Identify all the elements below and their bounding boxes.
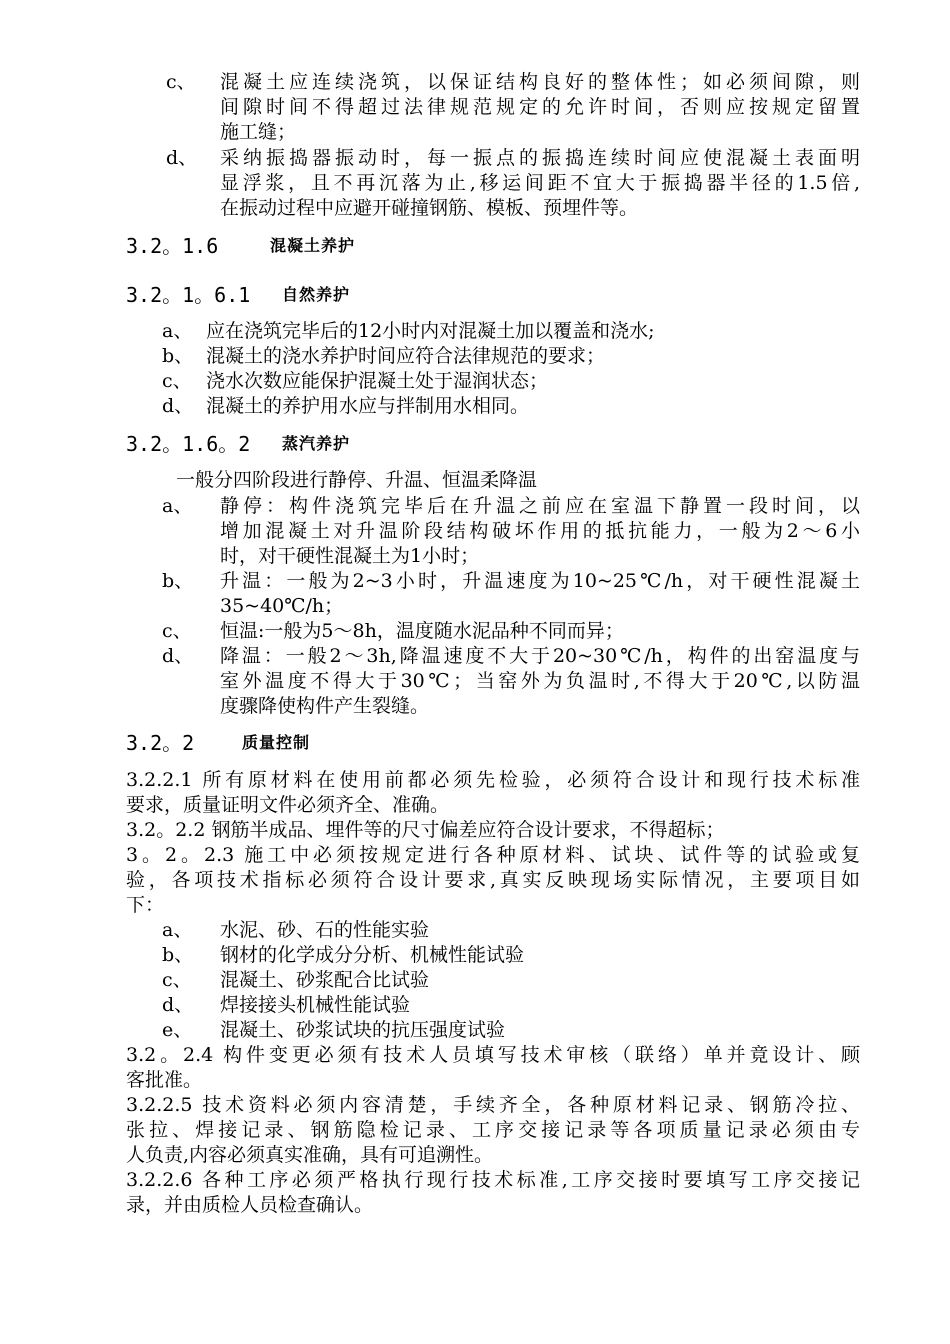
paragraph-line: 3.2。2.4 构件变更必须有技术人员填写技术审核（联络）单并竟设计、顾 — [126, 1044, 860, 1066]
list-mark: b、 — [162, 570, 194, 592]
paragraph-line: 录，并由质检人员检查确认。 — [126, 1194, 374, 1216]
section-title: 自然养护 — [282, 285, 351, 304]
list-text-line: 水泥、砂、石的性能实验 — [220, 919, 430, 941]
list-text-line: 35~40℃/h； — [220, 595, 344, 617]
list-text-line: 应在浇筑完毕后的12小时内对混凝土加以覆盖和浇水; — [206, 320, 655, 342]
paragraph-line: 一般分四阶段进行静停、升温、恒温柔降温 — [176, 469, 538, 491]
list-mark: c、 — [162, 370, 192, 392]
list-mark: c、 — [162, 969, 192, 991]
paragraph-line: 3.2.2.6 各种工序必须严格执行现行技术标准,工序交接时要填写工序交接记 — [126, 1169, 860, 1191]
list-text-line: 混凝土、砂浆配合比试验 — [220, 969, 430, 991]
section-title: 蒸汽养护 — [282, 434, 351, 453]
paragraph-line: 3.2.2.5 技术资料必须内容清楚，手续齐全，各种原材料记录、钢筋冷拉、 — [126, 1094, 860, 1116]
list-text-line: 室外温度不得大于30℃；当窑外为负温时,不得大于20℃,以防温 — [220, 670, 860, 692]
paragraph-line: 3.2.2.1 所有原材料在使用前都必须先检验，必须符合设计和现行技术标准 — [126, 769, 860, 791]
list-mark: d、 — [162, 994, 194, 1016]
paragraph-line: 客批准。 — [126, 1069, 203, 1091]
list-text-line: 在振动过程中应避开碰撞钢筋、模板、预埋件等。 — [220, 197, 639, 219]
paragraph-line: 验，各项技术指标必须符合设计要求,真实反映现场实际情况，主要项目如 — [126, 869, 860, 891]
list-text-line: 降温：一般2～3h,降温速度不大于20~30℃/h，构件的出窑温度与 — [220, 645, 860, 667]
paragraph-line: 3。2。2.3 施工中必须按规定进行各种原材料、试块、试件等的试验或复 — [126, 844, 860, 866]
list-text-line: 增加混凝土对升温阶段结构破坏作用的抵抗能力，一般为2～6小 — [220, 520, 860, 542]
list-mark: d、 — [162, 395, 194, 417]
section-number: 3.2。1.6 — [126, 234, 219, 258]
list-text-line: 升温：一般为2~3小时，升温速度为10~25℃/h，对干硬性混凝土 — [220, 570, 860, 592]
list-text-line: 钢材的化学成分分析、机械性能试验 — [220, 944, 525, 966]
section-number: 3.2。1.6。2 — [126, 432, 251, 456]
list-mark: c、 — [166, 71, 196, 93]
list-mark: a、 — [162, 919, 193, 941]
list-mark: d、 — [162, 645, 194, 667]
paragraph-line: 人负责,内容必须真实准确，具有可追溯性。 — [126, 1144, 494, 1166]
paragraph-line: 张拉、焊接记录、钢筋隐检记录、工序交接记录等各项质量记录必须由专 — [126, 1119, 860, 1141]
list-text-line: 时，对干硬性混凝土为1小时； — [220, 545, 480, 567]
list-text-line: 混凝土的养护用水应与拌制用水相同。 — [206, 395, 530, 417]
list-text-line: 施工缝； — [220, 121, 297, 143]
list-mark: c、 — [162, 620, 192, 642]
list-text-line: 采纳振捣器振动时，每一振点的振捣连续时间应使混凝土表面明 — [220, 147, 860, 169]
section-number: 3.2。2 — [126, 731, 195, 755]
list-mark: e、 — [162, 1019, 193, 1041]
list-text-line: 恒温:一般为5～8h，温度随水泥品种不同而异； — [220, 620, 624, 642]
section-number: 3.2。1。6.1 — [126, 283, 251, 307]
list-mark: a、 — [162, 320, 193, 342]
section-title: 混凝土养护 — [270, 236, 356, 255]
paragraph-line: 要求，质量证明文件必须齐全、准确。 — [126, 794, 450, 816]
list-text-line: 静停：构件浇筑完毕后在升温之前应在室温下静置一段时间，以 — [220, 495, 860, 517]
list-mark: a、 — [162, 495, 193, 517]
paragraph-line: 下： — [126, 894, 165, 916]
list-text-line: 混凝土的浇水养护时间应符合法律规范的要求； — [206, 345, 606, 367]
list-mark: d、 — [166, 147, 198, 169]
list-text-line: 浇水次数应能保护混凝土处于湿润状态； — [206, 370, 549, 392]
list-text-line: 显浮浆，且不再沉落为止,移运间距不宜大于振捣器半径的1.5倍, — [220, 172, 860, 194]
list-mark: b、 — [162, 944, 194, 966]
section-title: 质量控制 — [242, 733, 311, 752]
paragraph-line: 3.2。2.2 钢筋半成品、埋件等的尺寸偏差应符合设计要求，不得超标； — [126, 819, 725, 841]
list-text-line: 混凝土、砂浆试块的抗压强度试验 — [220, 1019, 506, 1041]
list-mark: b、 — [162, 345, 194, 367]
list-text-line: 间隙时间不得超过法律规范规定的允许时间，否则应按规定留置 — [220, 96, 860, 118]
list-text-line: 焊接接头机械性能试验 — [220, 994, 411, 1016]
list-text-line: 度骤降使构件产生裂缝。 — [220, 695, 430, 717]
list-text-line: 混凝土应连续浇筑，以保证结构良好的整体性；如必须间隙，则 — [220, 71, 860, 93]
